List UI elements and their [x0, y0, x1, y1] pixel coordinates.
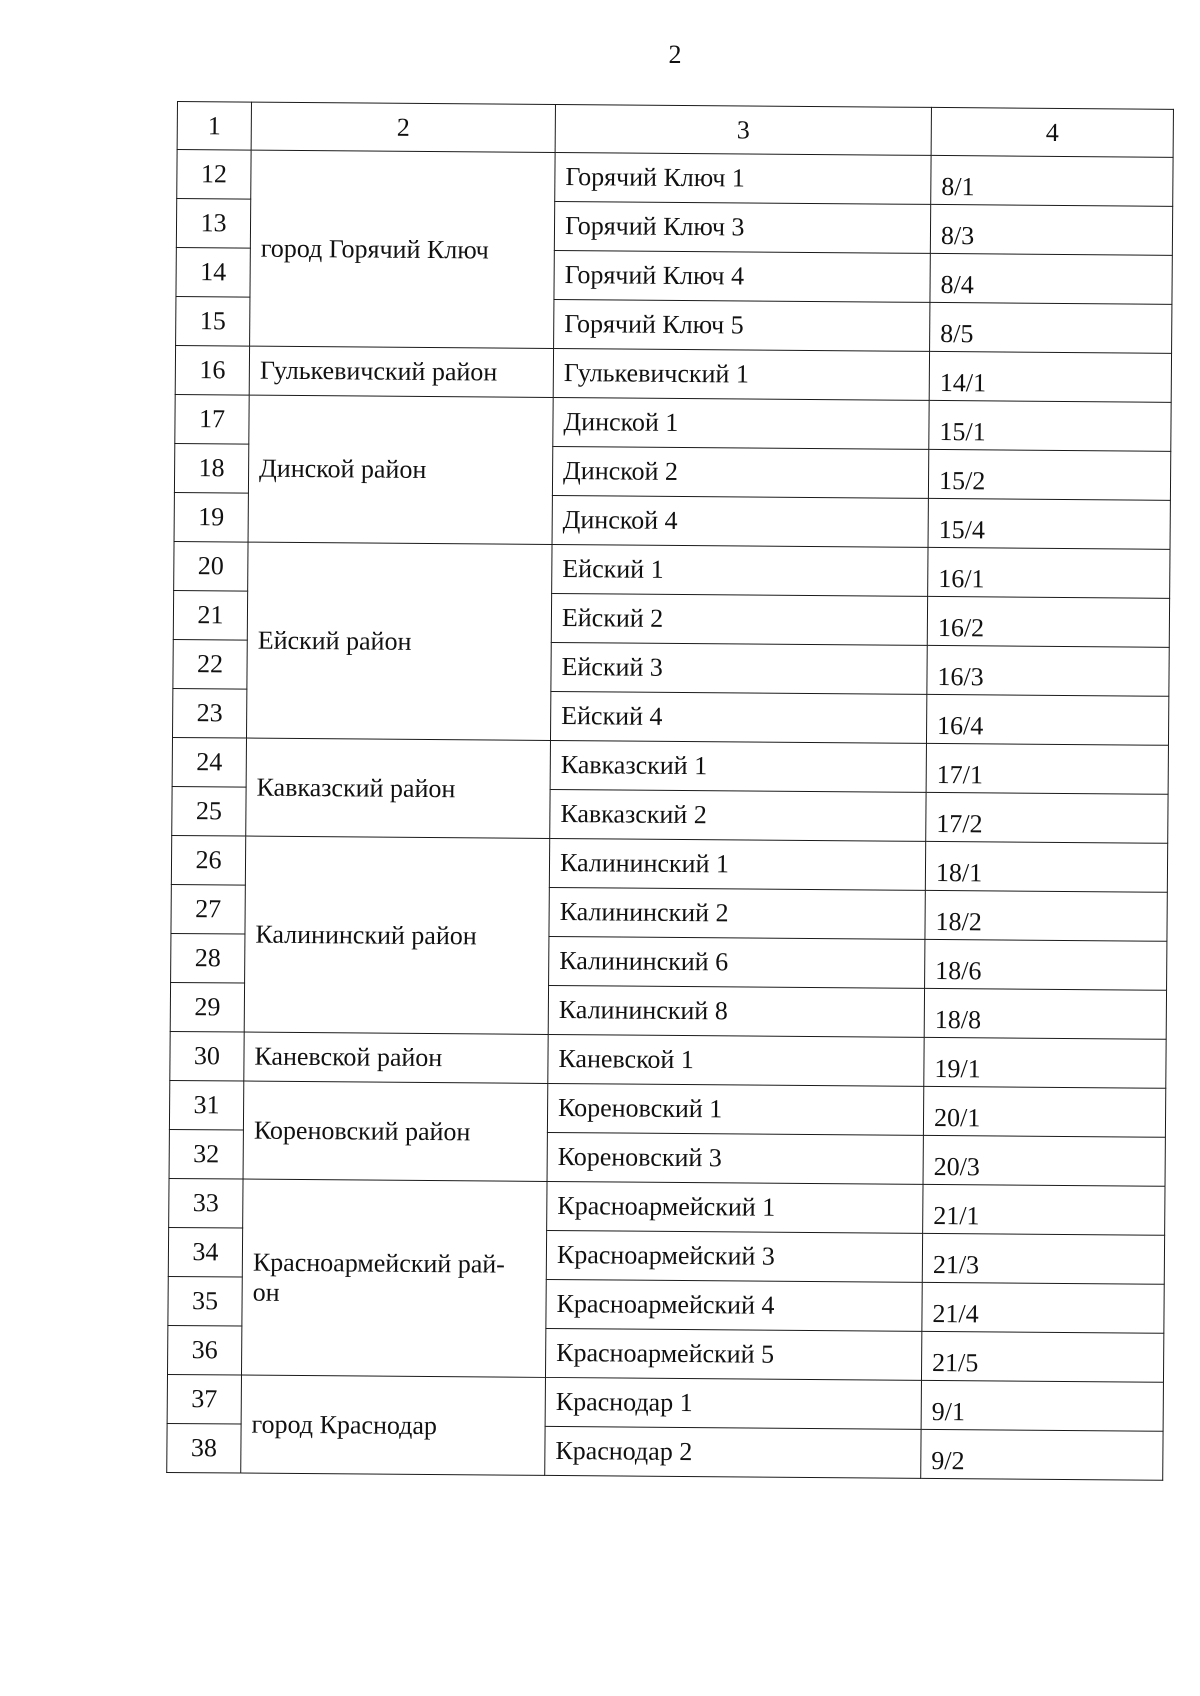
header-cell-4: 4 [931, 107, 1173, 157]
constituency-code-cell: 21/4 [922, 1282, 1164, 1333]
constituency-name-cell: Красноармейский 4 [546, 1279, 922, 1331]
constituency-code-cell: 20/3 [923, 1135, 1165, 1186]
row-number-cell: 20 [174, 541, 248, 591]
constituency-code-cell: 8/4 [930, 253, 1172, 304]
constituency-name-cell: Горячий Ключ 4 [554, 250, 930, 302]
constituency-name-cell: Красноармейский 3 [546, 1230, 922, 1282]
table-row [169, 1080, 1165, 1137]
row-number-cell: 35 [168, 1276, 242, 1326]
constituency-code-cell: 18/2 [925, 890, 1167, 941]
district-cell: Кавказский район [246, 738, 551, 838]
district-cell: Кореновский район [243, 1081, 548, 1181]
constituency-name-cell: Кавказский 1 [550, 740, 926, 792]
constituency-name-cell: Горячий Ключ 1 [555, 152, 931, 204]
table-row [175, 345, 1171, 402]
constituency-name-cell: Калининский 2 [549, 887, 925, 939]
district-cell: Динской район [248, 395, 553, 544]
constituency-code-cell: 9/1 [921, 1380, 1163, 1431]
constituency-code-cell: 9/2 [921, 1429, 1163, 1480]
district-cell: Гулькевичский район [249, 346, 553, 397]
header-cell-2: 2 [251, 102, 555, 152]
district-line: он [252, 1277, 280, 1307]
header-row [177, 102, 1173, 158]
row-number-cell: 30 [170, 1031, 244, 1081]
constituency-name-cell: Кавказский 2 [550, 789, 926, 841]
row-number-cell: 34 [168, 1227, 242, 1277]
header-cell-1: 1 [177, 102, 251, 151]
constituency-name-cell: Краснодар 2 [545, 1426, 921, 1478]
constituency-code-cell: 14/1 [929, 351, 1171, 402]
constituency-code-cell: 15/4 [928, 498, 1170, 549]
row-number-cell: 33 [169, 1178, 243, 1228]
table-row [171, 835, 1167, 892]
table-row [175, 394, 1171, 451]
table-row [167, 1374, 1163, 1431]
table-container [166, 101, 1173, 1481]
constituency-name-cell: Ейский 4 [550, 691, 926, 743]
row-number-cell: 18 [174, 443, 248, 493]
constituency-code-cell: 18/1 [925, 841, 1167, 892]
district-table [166, 101, 1174, 1481]
constituency-code-cell: 8/5 [930, 302, 1172, 353]
constituency-name-cell: Краснодар 1 [545, 1377, 921, 1429]
row-number-cell: 15 [176, 296, 250, 346]
constituency-code-cell: 21/5 [921, 1331, 1163, 1382]
row-number-cell: 13 [176, 199, 250, 249]
constituency-code-cell: 8/1 [931, 155, 1173, 206]
row-number-cell: 38 [167, 1423, 241, 1473]
constituency-code-cell: 16/1 [928, 547, 1170, 598]
constituency-name-cell: Калининский 1 [549, 838, 925, 890]
row-number-cell: 16 [175, 345, 249, 395]
row-number-cell: 36 [167, 1325, 241, 1375]
constituency-name-cell: Динской 2 [552, 446, 928, 498]
district-cell: город Краснодар [241, 1375, 546, 1475]
constituency-code-cell: 17/1 [926, 743, 1168, 794]
constituency-name-cell: Красноармейский 5 [545, 1328, 921, 1380]
table-row [169, 1178, 1165, 1235]
district-cell [241, 1179, 547, 1377]
constituency-code-cell: 21/3 [922, 1233, 1164, 1284]
constituency-code-cell: 18/6 [925, 939, 1167, 990]
constituency-name-cell: Калининский 6 [549, 936, 925, 988]
constituency-code-cell: 21/1 [923, 1184, 1165, 1235]
row-number-cell: 17 [175, 394, 249, 444]
constituency-code-cell: 19/1 [924, 1037, 1166, 1088]
constituency-name-cell: Красноармейский 1 [547, 1181, 923, 1233]
row-number-cell: 25 [172, 786, 246, 836]
constituency-name-cell: Динской 4 [552, 495, 928, 547]
row-number-cell: 28 [171, 933, 245, 983]
district-line: Красноармейский рай- [252, 1247, 506, 1279]
constituency-name-cell: Горячий Ключ 3 [554, 201, 930, 253]
constituency-code-cell: 16/4 [926, 694, 1168, 745]
row-number-cell: 14 [176, 247, 250, 297]
table-row [174, 541, 1170, 598]
row-number-cell: 19 [174, 492, 248, 542]
row-number-cell: 37 [167, 1374, 241, 1424]
constituency-name-cell: Динской 1 [553, 397, 929, 449]
row-number-cell: 23 [173, 688, 247, 738]
row-number-cell: 26 [171, 835, 245, 885]
row-number-cell: 21 [173, 590, 247, 640]
constituency-name-cell: Калининский 8 [548, 985, 924, 1037]
constituency-code-cell: 18/8 [924, 988, 1166, 1039]
table-row [170, 1031, 1166, 1088]
district-cell: Ейский район [246, 542, 552, 740]
header-cell-3: 3 [555, 104, 931, 155]
constituency-name-cell: Гулькевичский 1 [553, 348, 929, 400]
constituency-code-cell: 8/3 [930, 204, 1172, 255]
constituency-code-cell: 15/2 [928, 449, 1170, 500]
row-number-cell: 27 [171, 884, 245, 934]
row-number-cell: 32 [169, 1129, 243, 1179]
constituency-name-cell: Каневской 1 [548, 1034, 924, 1086]
constituency-name-cell: Ейский 3 [551, 642, 927, 694]
constituency-code-cell: 17/2 [926, 792, 1168, 843]
row-number-cell: 22 [173, 639, 247, 689]
constituency-code-cell: 16/2 [927, 596, 1169, 647]
row-number-cell: 31 [169, 1080, 243, 1130]
constituency-code-cell: 16/3 [927, 645, 1169, 696]
constituency-name-cell: Кореновский 1 [547, 1083, 923, 1135]
district-cell: город Горячий Ключ [250, 150, 556, 348]
constituency-name-cell: Кореновский 3 [547, 1132, 923, 1184]
table-row [172, 737, 1168, 794]
constituency-code-cell: 15/1 [929, 400, 1171, 451]
page-number: 2 [668, 40, 682, 69]
row-number-cell: 12 [177, 150, 251, 200]
constituency-name-cell: Горячий Ключ 5 [554, 299, 930, 351]
constituency-name-cell: Ейский 2 [551, 593, 927, 645]
district-cell: Каневской район [244, 1032, 548, 1083]
district-cell: Калининский район [244, 836, 550, 1034]
constituency-code-cell: 20/1 [923, 1086, 1165, 1137]
table-row [177, 150, 1173, 207]
row-number-cell: 29 [170, 982, 244, 1032]
row-number-cell: 24 [172, 737, 246, 787]
constituency-name-cell: Ейский 1 [552, 544, 928, 596]
